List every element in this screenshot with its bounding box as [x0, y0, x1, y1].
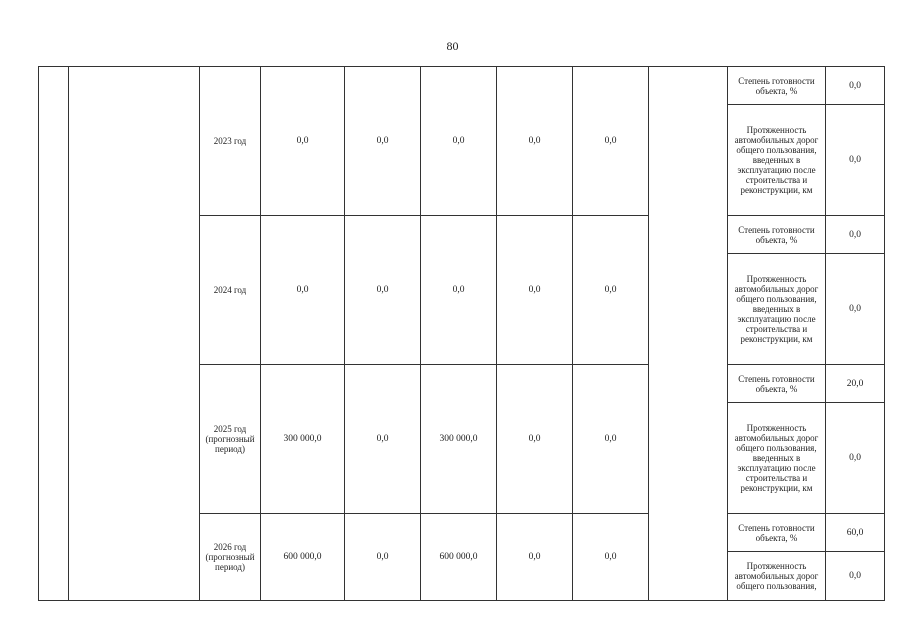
indicator-value: 60,0 [826, 514, 885, 552]
value-cell: 0,0 [497, 67, 573, 216]
indicator-value: 0,0 [826, 552, 885, 601]
value-cell: 0,0 [345, 514, 421, 601]
indicator-label: Протяженность автомобильных дорог общего пользования, введенных в эксплуатацию после строительства и реконструкции, км [728, 403, 826, 514]
value-cell: 0,0 [261, 67, 345, 216]
year-cell: 2023 год [200, 67, 261, 216]
year-cell: 2024 год [200, 216, 261, 365]
indicator-label: Степень готовности объекта, % [728, 514, 826, 552]
value-cell: 600 000,0 [261, 514, 345, 601]
indicator-label: Протяженность автомобильных дорог общего пользования, введенных в эксплуатацию после строительства и реконструкции, км [728, 105, 826, 216]
value-cell: 0,0 [497, 365, 573, 514]
indicator-value: 0,0 [826, 67, 885, 105]
indicator-label: Степень готовности объекта, % [728, 365, 826, 403]
value-cell: 0,0 [261, 216, 345, 365]
value-cell: 0,0 [345, 67, 421, 216]
indicator-label: Протяженность автомобильных дорог общего пользования, [728, 552, 826, 601]
indicator-value: 0,0 [826, 254, 885, 365]
responsible-cell [649, 67, 728, 601]
program-table [38, 66, 885, 601]
value-cell: 0,0 [573, 67, 649, 216]
indicator-label: Протяженность автомобильных дорог общего пользования, введенных в эксплуатацию после строительства и реконструкции, км [728, 254, 826, 365]
value-cell: 0,0 [497, 514, 573, 601]
indicator-value: 0,0 [826, 403, 885, 514]
name-cell [69, 67, 200, 601]
page-number: 80 [446, 39, 459, 53]
value-cell: 0,0 [573, 514, 649, 601]
value-cell: 0,0 [345, 365, 421, 514]
number-cell [39, 67, 69, 601]
value-cell: 0,0 [573, 216, 649, 365]
year-cell: 2025 год (прогнозный период) [200, 365, 261, 514]
year-cell: 2026 год (прогнозный период) [200, 514, 261, 601]
indicator-value: 0,0 [826, 105, 885, 216]
value-cell: 600 000,0 [421, 514, 497, 601]
indicator-label: Степень готовности объекта, % [728, 216, 826, 254]
value-cell: 300 000,0 [261, 365, 345, 514]
value-cell: 0,0 [497, 216, 573, 365]
indicator-label: Степень готовности объекта, % [728, 67, 826, 105]
indicator-value: 0,0 [826, 216, 885, 254]
value-cell: 0,0 [573, 365, 649, 514]
value-cell: 0,0 [345, 216, 421, 365]
value-cell: 0,0 [421, 67, 497, 216]
value-cell: 300 000,0 [421, 365, 497, 514]
indicator-value: 20,0 [826, 365, 885, 403]
value-cell: 0,0 [421, 216, 497, 365]
table-row [39, 67, 885, 105]
